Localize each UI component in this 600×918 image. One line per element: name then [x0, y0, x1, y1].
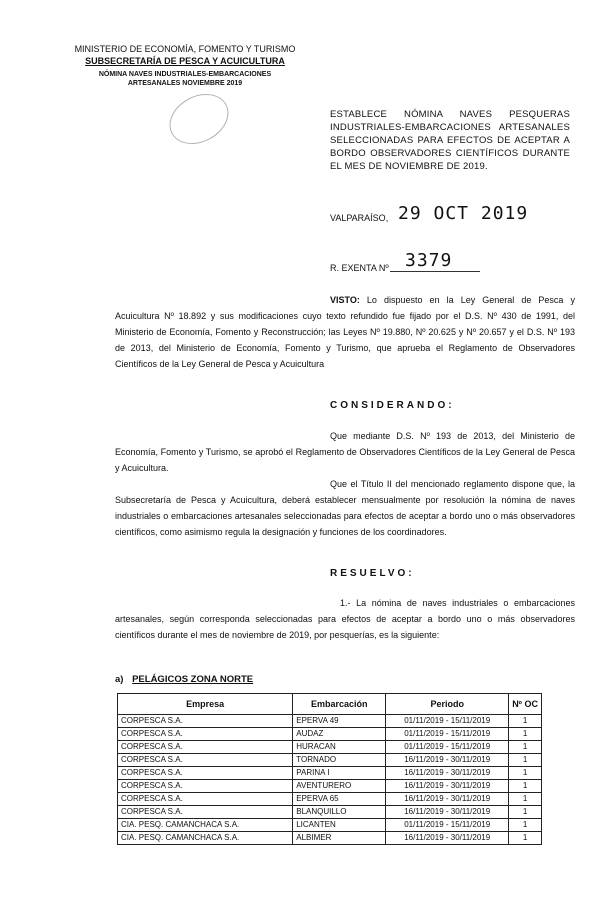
cell-empresa: CORPESCA S.A. — [118, 780, 293, 793]
cell-noc: 1 — [509, 754, 542, 767]
cell-periodo: 16/11/2019 - 30/11/2019 — [386, 806, 509, 819]
cell-periodo: 01/11/2019 - 15/11/2019 — [386, 728, 509, 741]
considerando-paragraph-2 — [115, 476, 575, 540]
cell-embarcacion: EPERVA 49 — [293, 715, 386, 728]
visto-paragraph — [115, 292, 575, 372]
cell-empresa: CORPESCA S.A. — [118, 793, 293, 806]
cell-embarcacion: AVENTURERO — [293, 780, 386, 793]
official-stamp — [161, 84, 237, 154]
header-embarcacion: Embarcación — [293, 694, 386, 715]
table-row — [118, 806, 542, 819]
cell-periodo: 16/11/2019 - 30/11/2019 — [386, 793, 509, 806]
resuelvo-paragraph-1 — [115, 595, 575, 643]
cell-embarcacion: TORNADO — [293, 754, 386, 767]
considerando-text-2: Que el Título II del mencionado reglamento dispone que, la Subsecretaría de Pesca y Acuicultura, deberá establecer mensualmente por resolución la nómina de naves industriales o embarcaciones artesanales seleccionadas para efectos de aceptar a bordo uno o más observadores científicos, como asimismo regula la designación y funciones de los coordinadores. — [115, 479, 575, 537]
table-row — [118, 819, 542, 832]
considerando-paragraph-1 — [115, 428, 575, 476]
table-row — [118, 780, 542, 793]
cell-noc: 1 — [509, 715, 542, 728]
subsecretaria-name: SUBSECRETARÍA DE PESCA Y ACUICULTURA — [85, 56, 285, 66]
cell-periodo: 01/11/2019 - 15/11/2019 — [386, 741, 509, 754]
vessels-table — [117, 693, 542, 845]
cell-periodo: 16/11/2019 - 30/11/2019 — [386, 780, 509, 793]
table-row — [118, 832, 542, 845]
nomina-line-2: ARTESANALES NOVIEMBRE 2019 — [127, 80, 243, 87]
cell-embarcacion: AUDAZ — [293, 728, 386, 741]
section-a-title: PELÁGICOS ZONA NORTE — [132, 674, 254, 685]
cell-empresa: CORPESCA S.A. — [118, 767, 293, 780]
cell-noc: 1 — [509, 832, 542, 845]
table-row — [118, 793, 542, 806]
considerando-text-1: Que mediante D.S. Nº 193 de 2013, del Ministerio de Economía, Fomento y Turismo, se aprobó el Reglamento de Observadores Científicos de la Ley General de Pesca y Acuicultura. — [115, 431, 575, 473]
cell-empresa: CORPESCA S.A. — [118, 741, 293, 754]
cell-empresa: CORPESCA S.A. — [118, 728, 293, 741]
cell-periodo: 16/11/2019 - 30/11/2019 — [386, 754, 509, 767]
cell-embarcacion: ALBIMER — [293, 832, 386, 845]
cell-embarcacion: HURACAN — [293, 741, 386, 754]
cell-empresa: CIA. PESQ. CAMANCHACA S.A. — [118, 832, 293, 845]
considerando-heading: CONSIDERANDO: — [330, 400, 455, 411]
document-title: ESTABLECE NÓMINA NAVES PESQUERAS INDUSTRIALES-EMBARCACIONES ARTESANALES SELECCIONADAS PARA EFECTOS DE ACEPTAR A BORDO OBSERVADORES CIENTÍFICOS DURANTE EL MES DE NOVIEMBRE DE 2019. — [330, 109, 570, 172]
cell-periodo: 16/11/2019 - 30/11/2019 — [386, 767, 509, 780]
visto-label: VISTO: — [330, 295, 360, 305]
cell-noc: 1 — [509, 819, 542, 832]
table-row — [118, 767, 542, 780]
cell-periodo: 01/11/2019 - 15/11/2019 — [386, 715, 509, 728]
place: VALPARAÍSO, — [330, 213, 389, 223]
resolution-underline — [390, 271, 480, 272]
cell-embarcacion: EPERVA 65 — [293, 793, 386, 806]
table-row — [118, 715, 542, 728]
cell-periodo: 01/11/2019 - 15/11/2019 — [386, 819, 509, 832]
cell-embarcacion: LICANTEN — [293, 819, 386, 832]
ministry-name: MINISTERIO DE ECONOMÍA, FOMENTO Y TURISMO — [74, 44, 296, 54]
visto-text: Lo dispuesto en la Ley General de Pesca y Acuicultura Nº 18.892 y sus modificaciones cuyo texto refundido fue fijado por el D.S. Nº 430 de 1991, del Ministerio de Economía, Fomento y Reconstrucción; las Leyes Nº 19.880, Nº 20.625 y Nº 20.657 y el D.S. Nº 193 de 2013, del Ministerio de Economía, Fomento y Turismo, que aprueba el Reglamento de Observadores Científicos de la Ley General de Pesca y Acuicultura — [115, 295, 575, 369]
cell-empresa: CORPESCA S.A. — [118, 806, 293, 819]
cell-noc: 1 — [509, 767, 542, 780]
cell-empresa: CIA. PESQ. CAMANCHACA S.A. — [118, 819, 293, 832]
resuelvo-heading: RESUELVO: — [330, 568, 415, 579]
cell-noc: 1 — [509, 806, 542, 819]
cell-noc: 1 — [509, 793, 542, 806]
cell-empresa: CORPESCA S.A. — [118, 715, 293, 728]
nomina-line-1: NÓMINA NAVES INDUSTRIALES-EMBARCACIONES — [98, 71, 272, 78]
cell-periodo: 16/11/2019 - 30/11/2019 — [386, 832, 509, 845]
resolution-number: 3379 — [405, 250, 453, 271]
table-row — [118, 728, 542, 741]
table-header-row — [118, 694, 542, 715]
cell-embarcacion: BLANQUILLO — [293, 806, 386, 819]
header-noc: Nº OC — [509, 694, 542, 715]
section-a-letter: a) — [115, 674, 124, 685]
header-empresa: Empresa — [118, 694, 293, 715]
resolution-label: R. EXENTA Nº — [330, 263, 389, 273]
section-a-heading — [115, 674, 253, 685]
cell-noc: 1 — [509, 741, 542, 754]
header-periodo: Periodo — [386, 694, 509, 715]
cell-noc: 1 — [509, 780, 542, 793]
resuelvo-text-1: 1.- La nómina de naves industriales o embarcaciones artesanales, según corresponda seleccionadas para efectos de aceptar a bordo uno o más observadores científicos durante el mes de noviembre de 2019, por pesquerías, es la siguiente: — [115, 598, 575, 640]
cell-noc: 1 — [509, 728, 542, 741]
date-stamp: 29 OCT 2019 — [398, 203, 529, 224]
cell-empresa: CORPESCA S.A. — [118, 754, 293, 767]
table-row — [118, 741, 542, 754]
cell-embarcacion: PARINA I — [293, 767, 386, 780]
table-row — [118, 754, 542, 767]
